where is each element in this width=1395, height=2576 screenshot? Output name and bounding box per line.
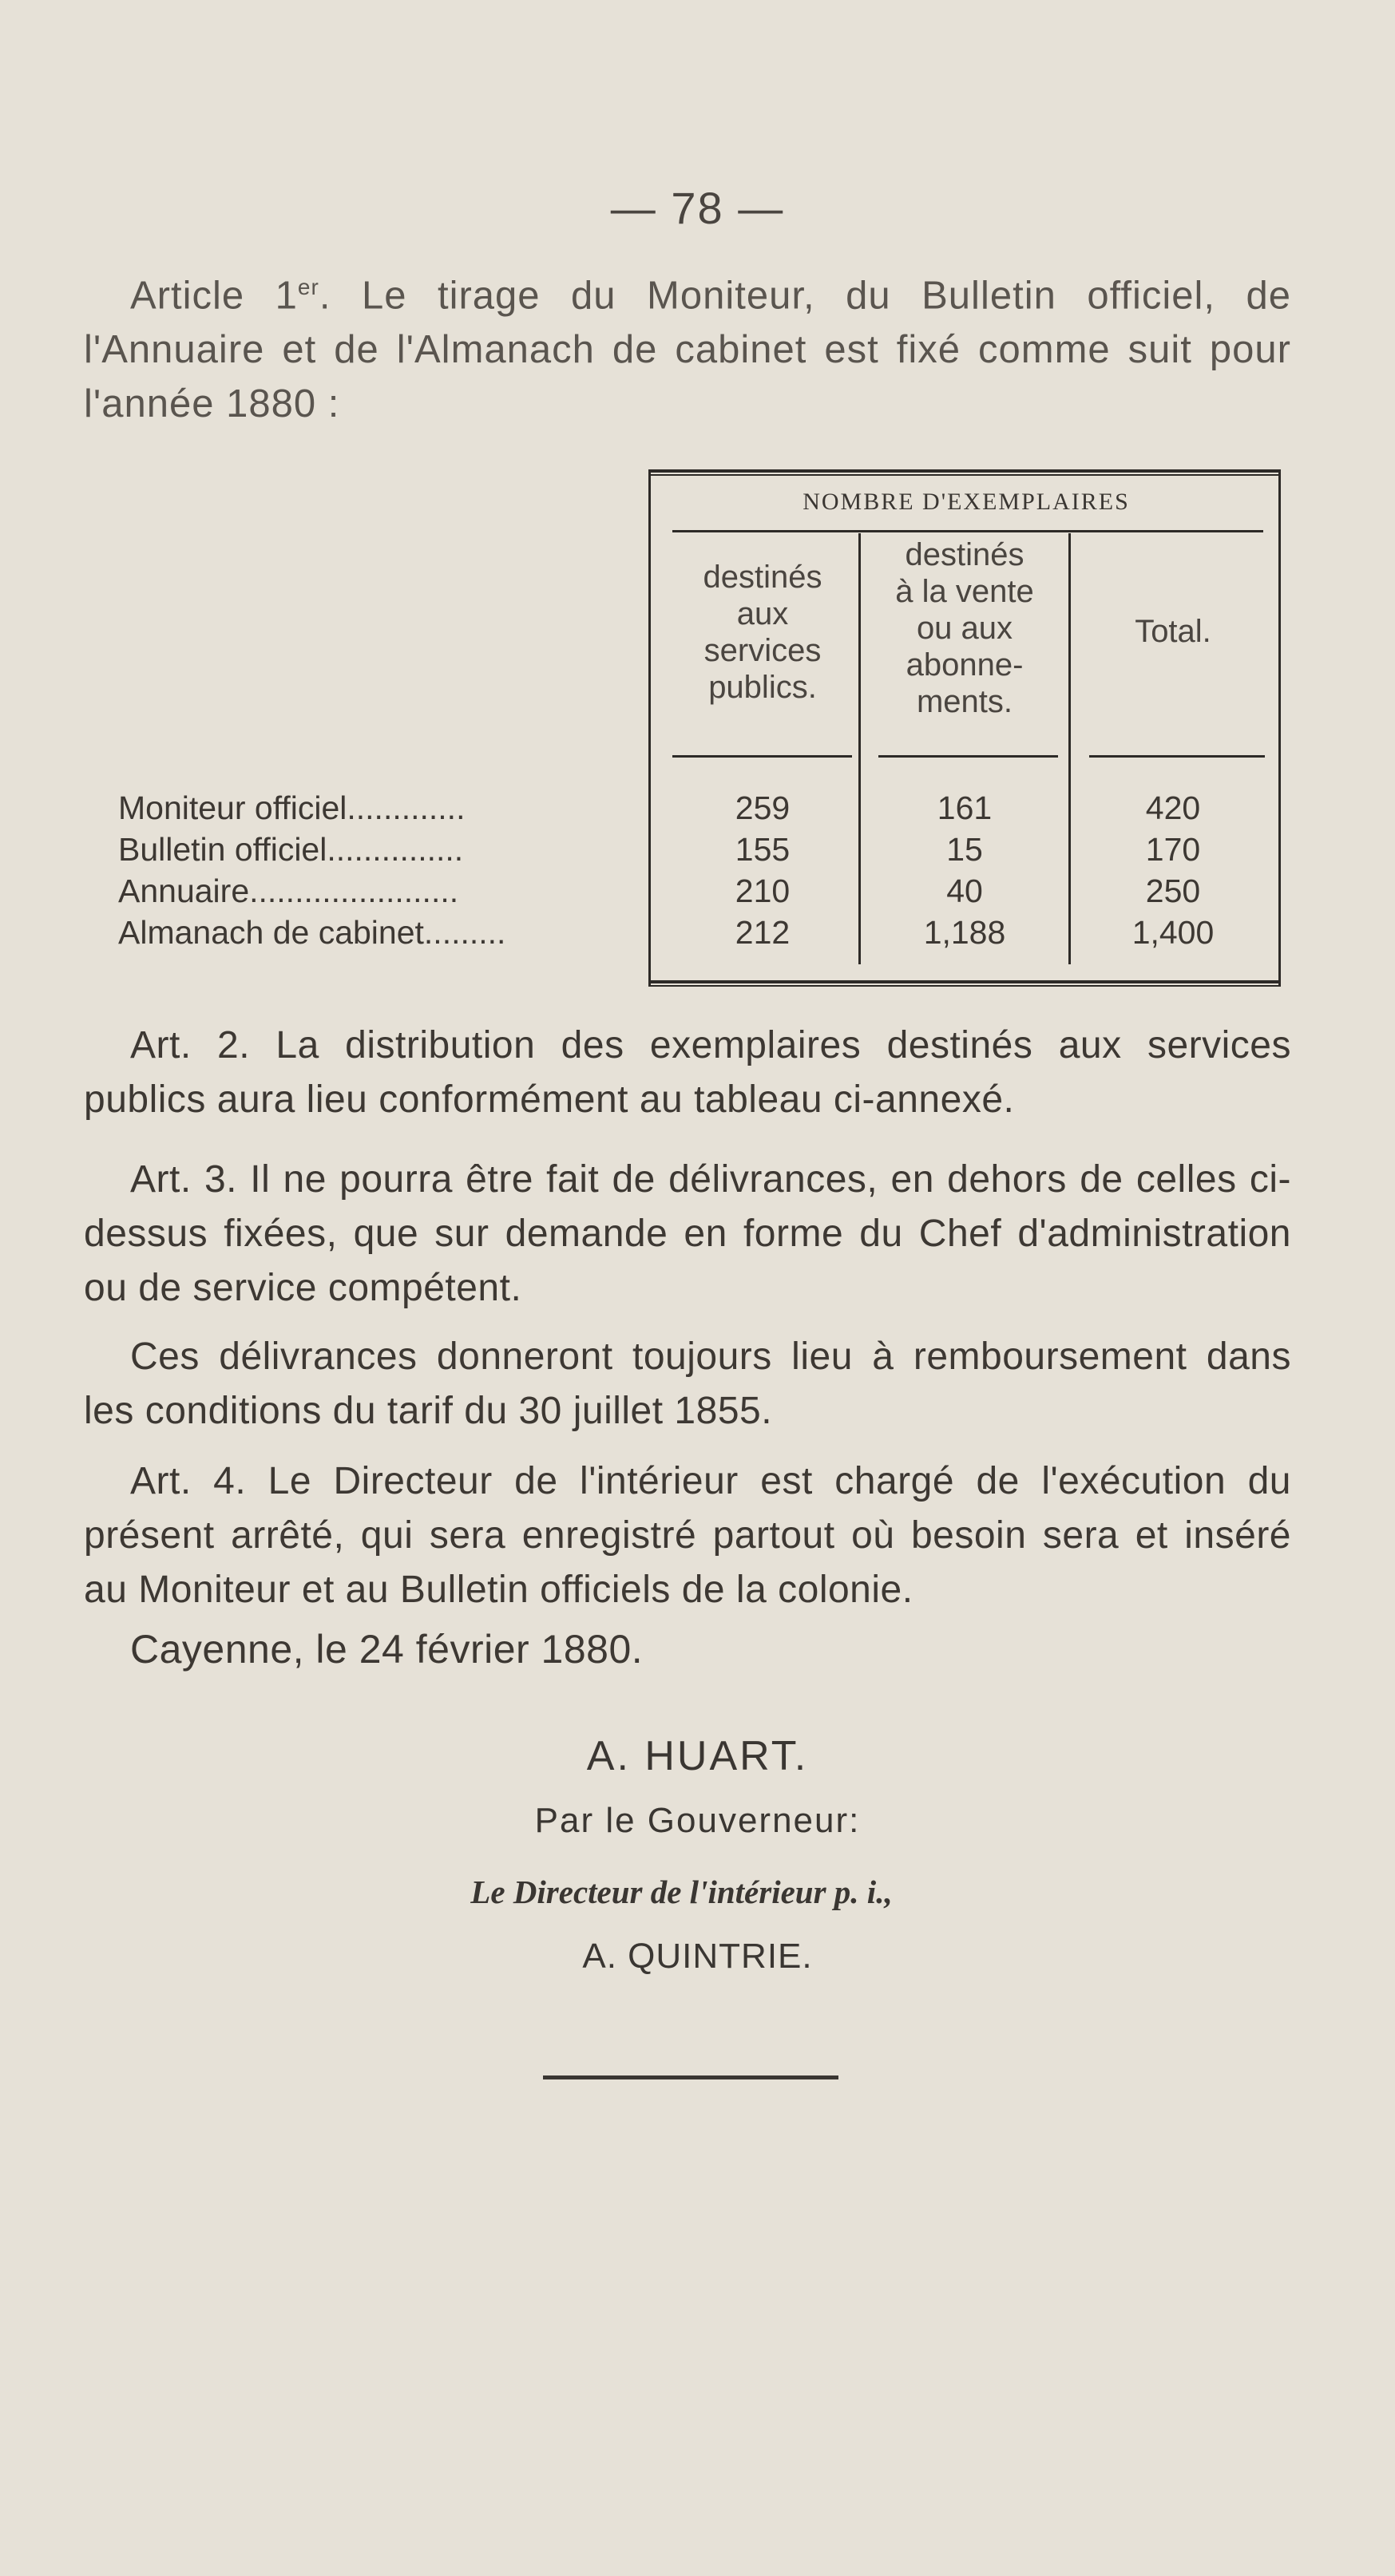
column-divider-2 [1068,533,1071,964]
cell-total: 250 [1145,873,1201,909]
col-header-vente-line: abonne- [906,647,1024,683]
end-rule [543,2075,838,2079]
row-label: Moniteur officiel............. [118,789,466,826]
table-right-border [1278,469,1281,987]
row-label: Bulletin officiel............... [118,831,464,868]
signatory-name: A. HUART. [586,1733,809,1779]
cell-total: 420 [1145,789,1201,826]
table-top-rule [648,469,1279,473]
col-header-public-line: aux [736,596,789,631]
cell-public: 259 [735,789,791,826]
header-rule-3 [1089,755,1265,758]
col-header-public-line: publics. [708,670,817,705]
cell-vente: 1,188 [923,914,1006,951]
delivrances-paragraph: Ces délivrances donneront toujours lieu à remboursement dans les conditions du tarif du 30 juillet 1855. [84,1335,1291,1432]
col-header-public-line: destinés [703,560,822,595]
cell-vente: 15 [946,831,983,868]
col-header-public-line: services [703,633,822,668]
table-group-header: NOMBRE D'EXEMPLAIRES [803,489,1130,515]
page-number: — 78 — [610,183,785,233]
header-rule-2 [878,755,1058,758]
article-1-sup: er [297,275,319,299]
cell-public: 210 [735,873,791,909]
article-3-paragraph: Art. 3. Il ne pourra être fait de délivrances, en dehors de celles ci-dessus fixées, que sur demande en forme du Chef d'administration ou de service compétent. [84,1158,1291,1309]
group-header-rule [672,530,1263,532]
header-rule-1 [672,755,852,758]
table-bottom-rule [648,980,1279,983]
cell-public: 155 [735,831,791,868]
signatory-role: Le Directeur de l'intérieur p. i., [470,1874,893,1910]
table-top-rule-thin [648,474,1279,476]
column-divider-1 [858,533,861,964]
col-header-vente-line: ments. [916,684,1013,719]
row-label: Almanach de cabinet......... [118,914,506,951]
table-left-border [648,469,651,987]
article-1-paragraph [84,260,1291,431]
col-header-vente-line: ou aux [916,611,1013,646]
date-line: Cayenne, le 24 février 1880. [130,1627,644,1672]
cell-total: 1,400 [1131,914,1215,951]
cell-total: 170 [1145,831,1201,868]
article-1-text: . Le tirage du Moniteur, du Bulletin officiel, de l'Annuaire et de l'Almanach de cabinet est fixé comme suit pour l'année 1880 : [84,274,1291,426]
col-header-public [671,559,854,706]
signatory-par: Par le Gouverneur: [534,1801,861,1840]
signatory-name-2: A. QUINTRIE. [582,1937,813,1976]
article-2-paragraph: Art. 2. La distribution des exemplaires destinés aux services publics aura lieu conformément au tableau ci-annexé. [84,1024,1291,1121]
row-label: Annuaire....................... [118,873,459,909]
col-header-vente [864,536,1065,720]
cell-vente: 161 [937,789,993,826]
col-header-vente-line: destinés [905,537,1024,572]
table-bottom-rule-thin [648,985,1279,987]
cell-public: 212 [735,914,791,951]
col-header-total: Total. [1135,614,1211,649]
col-header-vente-line: à la vente [895,574,1034,609]
article-4-paragraph: Art. 4. Le Directeur de l'intérieur est chargé de l'exécution du présent arrêté, qui sera enregistré partout où besoin sera et inséré au Moniteur et au Bulletin officiels de la colonie. [84,1460,1291,1611]
article-1-lead: Article 1 [130,274,298,318]
cell-vente: 40 [946,873,983,909]
